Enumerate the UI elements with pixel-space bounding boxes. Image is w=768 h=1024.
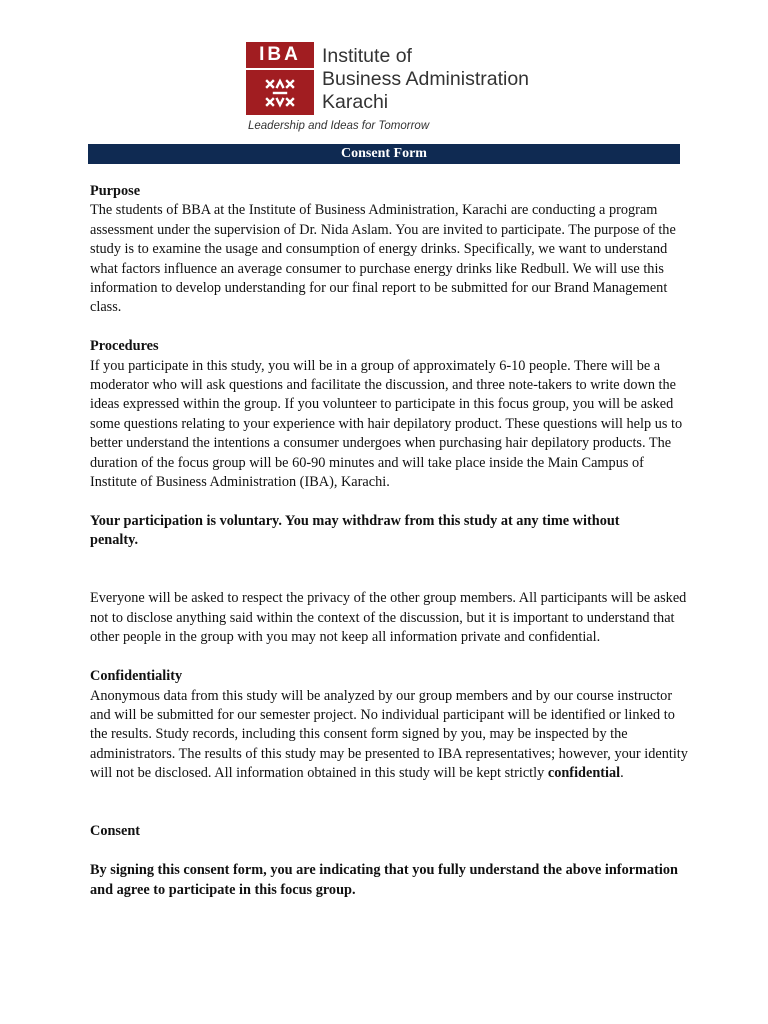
procedures-paragraph: If you participate in this study, you will be in a group of approximately 6-10 people. There will be a moderator who will ask questions and facilitate the discussion, and three note-takers to write down the ideas expressed within the group. If you volunteer to participate in this focus group, you will be asked some questions relating to your experience with hair depilatory product. These questions will help us to better understand the intentions a consumer undergoes when purchasing hair depilatory products. The duration of the focus group will be 60-90 minutes and will take place inside the Main Campus of Institute of Business Administration (IBA), Karachi. <box>90 357 683 491</box>
iba-emblem-icon <box>246 70 314 115</box>
privacy-paragraph: Everyone will be asked to respect the privacy of the other group members. All participants will be asked not to disclose anything said within the context of the discussion, but it is important to understand that other people in the group with you may not keep all information private and confidential. <box>90 590 687 646</box>
confidential-emphasis: confidential <box>547 765 621 782</box>
institute-name-line: Institute of <box>322 45 412 67</box>
confidentiality-text: Anonymous data from this study will be analyzed by our group members and by our course instructor and will be submitted for our semester project. No individual participant will be identified or linked to the results. Study records, including this consent form signed by you, may be inspected by the administrators. The results of this study may be presented to IBA representatives; however, your identity will not be disclosed. All information obtained in this study will be kept strictly <box>90 687 688 782</box>
institute-name-line: Business Administration <box>322 68 530 90</box>
purpose-heading: Purpose <box>90 183 141 199</box>
iba-logo <box>246 42 546 138</box>
procedures-heading: Procedures <box>90 338 159 355</box>
iba-logo-mark <box>246 42 314 115</box>
institute-name-line: Karachi <box>322 91 389 113</box>
confidentiality-heading: Confidentiality <box>90 668 183 685</box>
voluntary-notice: Your participation is voluntary. You may withdraw from this study at any time without penalty. <box>90 512 620 549</box>
purpose-paragraph: The students of BBA at the Institute of Business Administration, Karachi are conducting a program assessment under the supervision of Dr. Nida Aslam. You are invited to participate. The purpose of the study is to examine the usage and consumption of energy drinks. Specifically, we want to understand what factors influence an average consumer to purchase energy drinks like Redbull. We will use this information to develop understanding for our final report to be submitted for our Brand Management class. <box>90 202 676 316</box>
consent-heading: Consent <box>90 823 141 840</box>
iba-badge: IBA <box>246 42 314 68</box>
page-title: Consent Form <box>88 144 680 164</box>
confidentiality-period: . <box>620 765 624 782</box>
document-body <box>90 182 690 900</box>
confidentiality-paragraph <box>90 687 690 784</box>
consent-statement: By signing this consent form, you are indicating that you fully understand the above information and agree to participate in this focus group. <box>90 862 678 898</box>
logo-tagline: Leadership and Ideas for Tomorrow <box>248 120 430 132</box>
institute-name <box>322 45 529 114</box>
